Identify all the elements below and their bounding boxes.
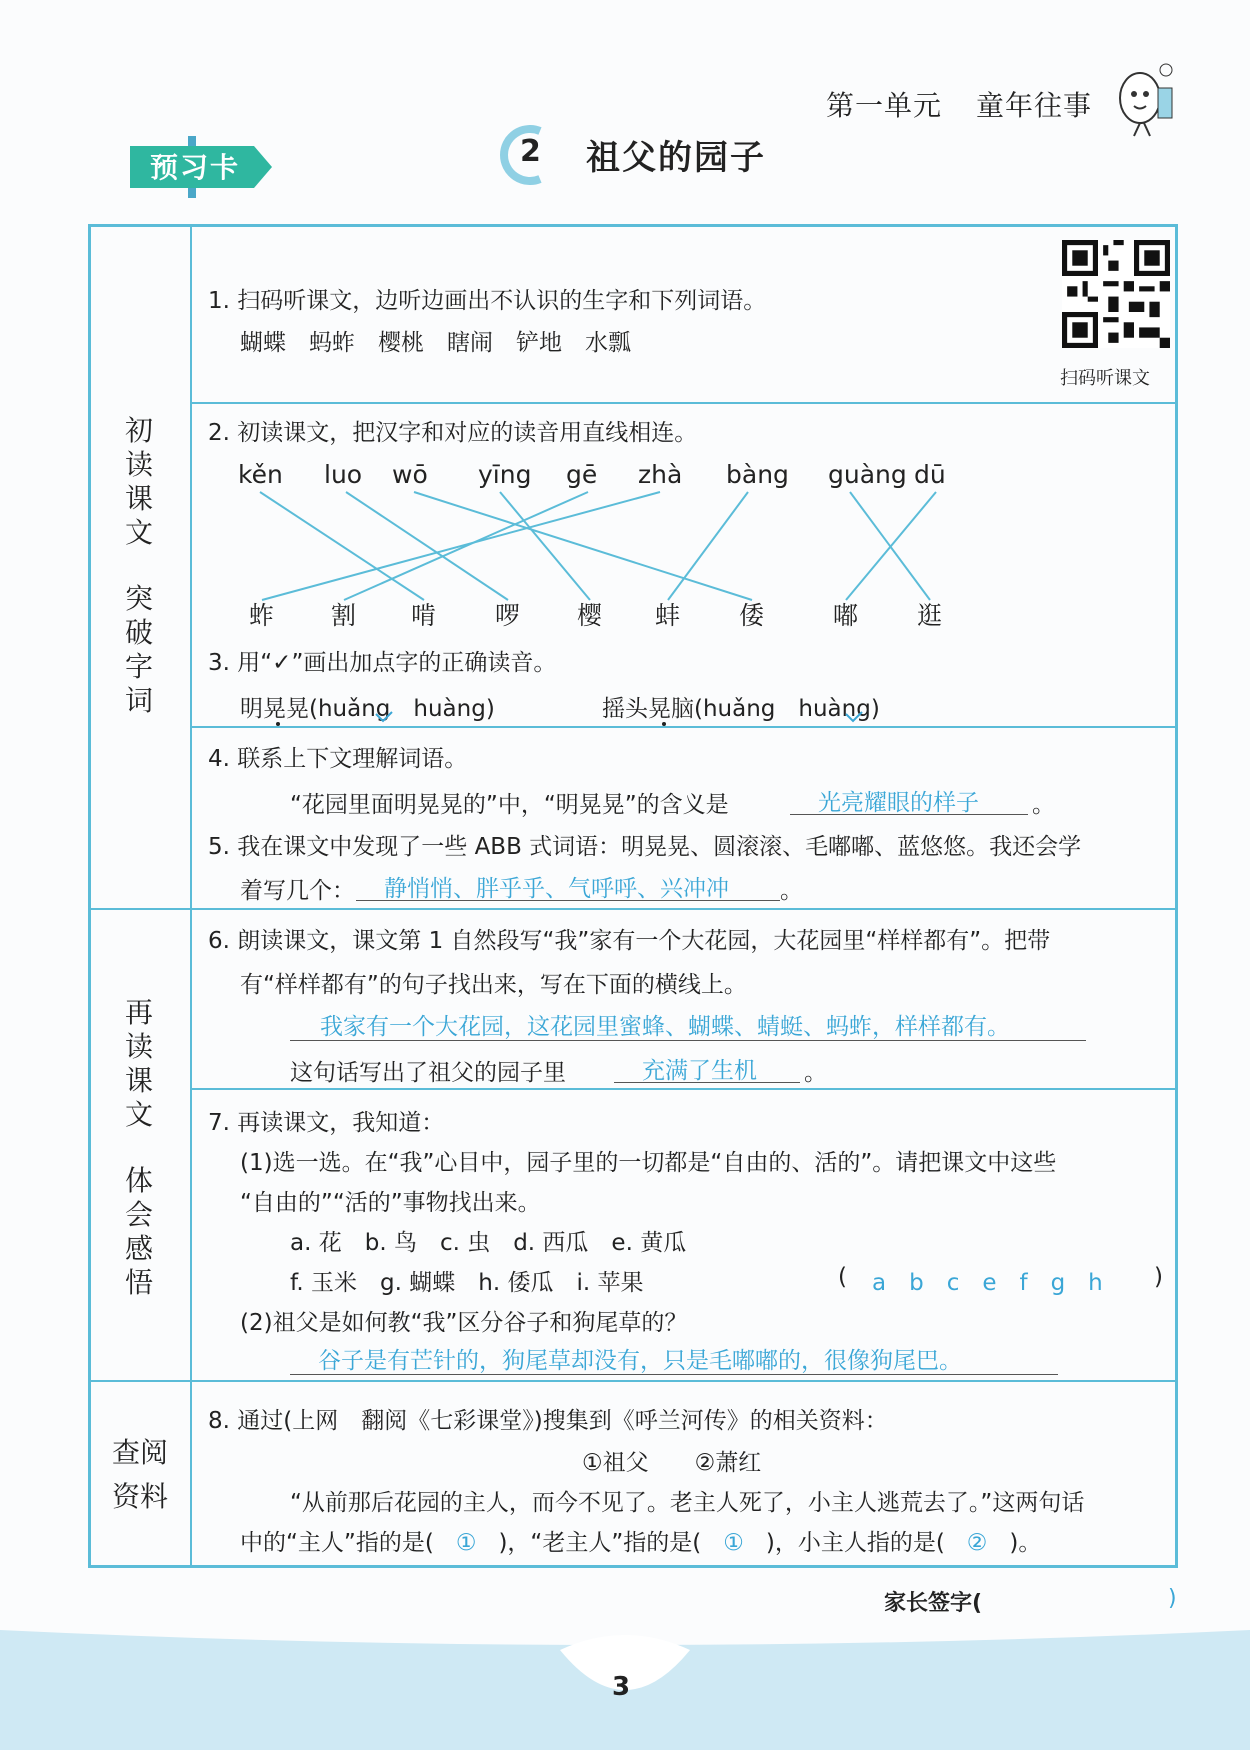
match-line-6 — [668, 492, 748, 600]
pinyin-7: guàng — [828, 460, 907, 489]
match-line-5 — [262, 492, 660, 600]
signature-paren-close: ) — [1168, 1586, 1177, 1611]
pinyin-2: wō — [392, 460, 428, 489]
q1-text: 1. 扫码听课文，边听边画出不认识的生字和下列词语。 — [208, 288, 767, 314]
q3-item-a: 明晃晃(huǎng huàng) — [240, 696, 495, 722]
q5-answer[interactable]: 静悄悄、胖乎乎、气呼呼、兴冲冲 — [384, 876, 729, 902]
unit-label: 第一单元 — [826, 89, 943, 122]
hanzi-8[interactable]: 逛 — [917, 601, 943, 630]
q7-options-2: f. 玉米 g. 蝴蝶 h. 倭瓜 i. 苹果 — [290, 1270, 644, 1296]
pinyin-1: luo — [324, 460, 363, 489]
hanzi-5[interactable]: 蚌 — [655, 601, 681, 630]
q5-text: 5. 我在课文中发现了一些 ABB 式词语：明晃晃、圆滚滚、毛嘟嘟、蓝悠悠。我还会学 — [208, 834, 1082, 860]
column-divider — [190, 224, 192, 1568]
q7-p1: (1)选一选。在“我”心目中，园子里的一切都是“自由的、活的”。请把课文中这些 — [240, 1150, 1057, 1176]
pinyin-8: dū — [914, 460, 946, 489]
emphasis-dot — [662, 722, 666, 726]
preview-card-label: 预习卡 — [150, 151, 241, 184]
q6-answer[interactable]: 我家有一个大花园，这花园里蜜蜂、蝴蝶、蜻蜓、蚂蚱，样样都有。 — [320, 1014, 1010, 1040]
q8-answer-3[interactable]: ② — [966, 1530, 988, 1556]
hanzi-7[interactable]: 嘟 — [833, 601, 859, 630]
q4-answer[interactable]: 光亮耀眼的样子 — [818, 790, 979, 816]
pinyin-5: zhà — [638, 460, 683, 489]
q4-line: “花园里面明晃晃的”中，“明晃晃”的含义是 — [290, 792, 729, 818]
q6-line: 这句话写出了祖父的园子里 — [290, 1060, 566, 1086]
unit-theme: 童年往事 — [976, 89, 1093, 122]
row-divider — [190, 1088, 1178, 1090]
hanzi-6[interactable]: 倭 — [739, 601, 765, 630]
q6-end: 。 — [804, 1060, 827, 1086]
section-label-reread: 再 读 课 文 体 会 感 悟 — [124, 996, 153, 1299]
q4-text: 4. 联系上下文理解词语。 — [208, 746, 468, 772]
row-divider — [190, 726, 1178, 728]
q8-options: ①祖父 ②萧红 — [582, 1450, 762, 1476]
pinyin-3: yīng — [478, 460, 532, 489]
q8-text: 8. 通过(上网 翻阅《七彩课堂》)搜集到《呼兰河传》的相关资料： — [208, 1408, 888, 1434]
qr-code-icon[interactable] — [1062, 240, 1170, 348]
q8-line2: 中的“主人”指的是( ① )，“老主人”指的是( ① )，小主人指的是( ② )。 — [240, 1530, 1042, 1556]
lesson-number: 2 — [520, 134, 541, 169]
q3-text: 3. 用“✓”画出加点字的正确读音。 — [208, 650, 557, 676]
q5-line: 着写几个： — [240, 878, 355, 904]
q3-item-b: 摇头晃脑(huǎng huàng) — [602, 696, 880, 722]
q7-text: 7. 再读课文，我知道： — [208, 1110, 445, 1136]
q7-answer[interactable]: a b c e f g h — [872, 1270, 1103, 1296]
q8-answer-1[interactable]: ① — [455, 1530, 477, 1556]
match-line-1 — [346, 492, 508, 600]
pinyin-4: gē — [566, 460, 598, 489]
q2-text: 2. 初读课文，把汉字和对应的读音用直线相连。 — [208, 420, 698, 446]
page-number: 3 — [612, 1672, 631, 1702]
q5-end: 。 — [780, 878, 803, 904]
unit-heading — [826, 84, 1126, 124]
pinyin-0: kěn — [238, 460, 283, 489]
q6-answer2[interactable]: 充满了生机 — [642, 1058, 757, 1084]
q7-p2: (2)祖父是如何教“我”区分谷子和狗尾草的？ — [240, 1310, 688, 1336]
q7-answer2[interactable]: 谷子是有芒针的，狗尾草却没有，只是毛嘟嘟的，很像狗尾巴。 — [318, 1348, 962, 1374]
hanzi-3[interactable]: 啰 — [495, 601, 521, 630]
hanzi-1[interactable]: 割 — [331, 601, 357, 630]
q8-line: “从前那后花园的主人，而今不见了。老主人死了，小主人逃荒去了。”这两句话 — [290, 1490, 1085, 1516]
row-divider — [190, 402, 1178, 404]
q7-p1b: “自由的”“活的”事物找出来。 — [240, 1190, 541, 1216]
mascot-icon — [1110, 58, 1180, 138]
match-line-8 — [846, 492, 936, 600]
q6-text2: 有“样样都有”的句子找出来，写在下面的横线上。 — [240, 972, 747, 998]
emphasis-dot — [276, 722, 280, 726]
lesson-title: 祖父的园子 — [586, 138, 766, 178]
checkmark-icon — [374, 710, 394, 724]
qr-label: 扫码听课文 — [1060, 368, 1150, 389]
hanzi-4[interactable]: 樱 — [577, 601, 603, 630]
q6-text: 6. 朗读课文，课文第 1 自然段写“我”家有一个大花园，大花园里“样样都有”。把带 — [208, 928, 1051, 954]
paren-close: ) — [1154, 1264, 1163, 1290]
parent-signature-label: 家长签字( — [884, 1591, 983, 1616]
q8-answer-2[interactable]: ① — [723, 1530, 744, 1556]
q1-words: 蝴蝶 蚂蚱 樱桃 瞎闹 铲地 水瓢 — [240, 330, 631, 356]
section-label-research: 查阅 资料 — [111, 1436, 168, 1513]
paren-open: ( — [838, 1264, 847, 1290]
section-divider — [88, 1380, 1178, 1382]
section-label-first-reading: 初 读 课 文 突 破 字 词 — [124, 414, 153, 717]
match-line-0 — [260, 492, 424, 600]
hanzi-2[interactable]: 啃 — [411, 601, 437, 630]
checkmark-icon — [844, 710, 864, 724]
q4-end: 。 — [1032, 792, 1055, 818]
pinyin-6: bàng — [726, 460, 789, 489]
hanzi-0[interactable]: 蚱 — [249, 601, 275, 630]
q7-options-1: a. 花 b. 鸟 c. 虫 d. 西瓜 e. 黄瓜 — [290, 1230, 687, 1256]
match-line-3 — [500, 492, 590, 600]
section-divider — [88, 908, 1178, 910]
